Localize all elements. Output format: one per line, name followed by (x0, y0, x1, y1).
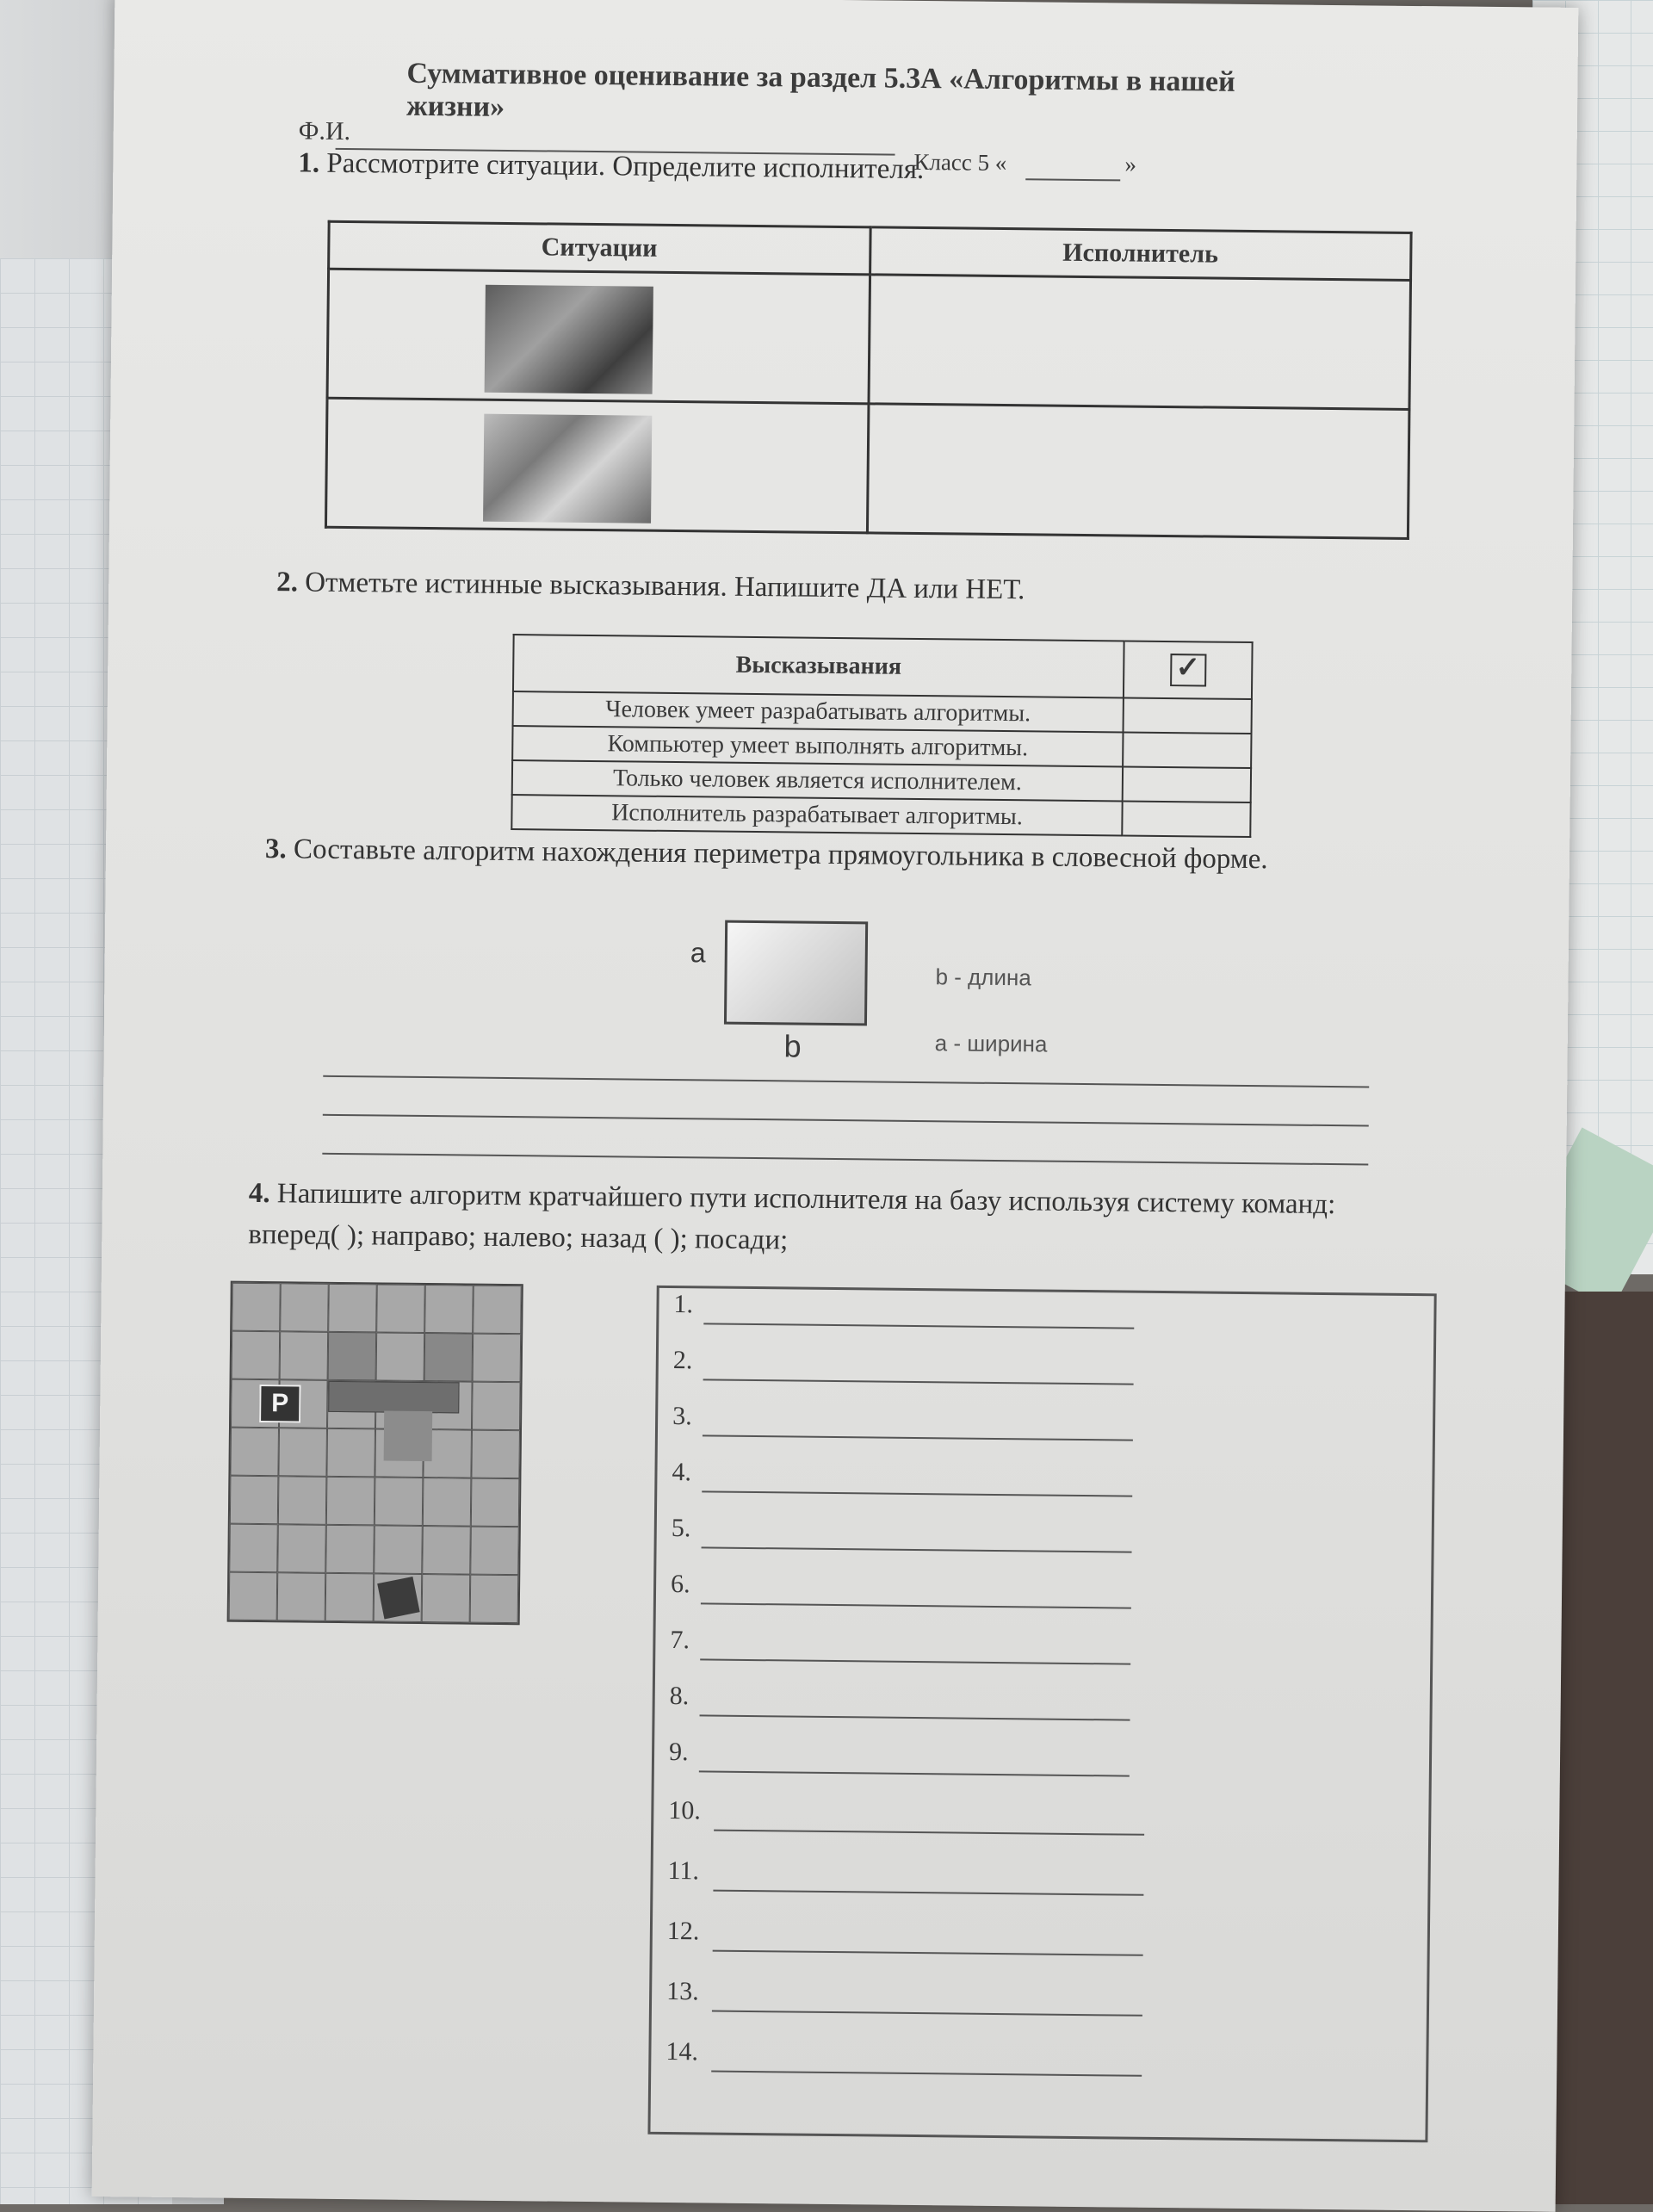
grid-cell (232, 1283, 281, 1332)
q3-heading (265, 833, 1268, 876)
performer-start-marker: P (259, 1385, 300, 1423)
statement-text: Компьютер умеет выполнять алгоритмы. (512, 726, 1123, 766)
step-number: 10. (668, 1796, 702, 1825)
q2-number: 2. (276, 567, 299, 598)
answer-cell[interactable] (1123, 732, 1251, 768)
legend-length: b - длина (935, 963, 1031, 991)
grid-cell (472, 1382, 521, 1431)
statement-text: Только человек является исполнителем. (512, 760, 1123, 801)
grid-cell (230, 1428, 279, 1477)
table-row (327, 269, 1411, 409)
q3-text: Составьте алгоритм нахождения периметра прямоугольника в словесной форме. (293, 833, 1268, 876)
grid-wall (384, 1411, 433, 1462)
class-field[interactable] (1025, 178, 1120, 181)
side-b-label: b (783, 1028, 802, 1064)
grid-cell (277, 1524, 326, 1573)
step-number: 3. (672, 1402, 692, 1431)
q1-header-performer: Исполнитель (870, 227, 1411, 281)
q3-answer-line[interactable] (323, 1114, 1369, 1127)
grid-cell (471, 1430, 520, 1479)
grid-cell (280, 1331, 329, 1380)
grid-cell (278, 1476, 327, 1525)
grid-cell (232, 1331, 281, 1380)
grid-cell (473, 1286, 522, 1335)
grid-cell (376, 1332, 425, 1381)
step-number: 12. (666, 1917, 700, 1946)
grid-cell (229, 1524, 278, 1573)
answer-cell[interactable] (1124, 697, 1252, 734)
step-number: 9. (668, 1738, 689, 1767)
grid-cell (424, 1285, 474, 1334)
q1-heading (298, 147, 924, 186)
grid-cell (422, 1526, 471, 1575)
table-row (325, 398, 1409, 538)
step-number: 4. (672, 1458, 692, 1487)
grid-cell (422, 1574, 471, 1623)
grid-cell (326, 1428, 375, 1478)
grid-cell (277, 1572, 326, 1621)
q1-text: Рассмотрите ситуации. Определите исполнителя. (326, 147, 925, 186)
grid-cell (328, 1284, 377, 1333)
rectangle-figure (724, 920, 868, 1026)
grid-cell (230, 1476, 279, 1525)
grid-cell (280, 1283, 329, 1332)
grid-cell (473, 1334, 522, 1383)
q2-header-statements: Высказывания (513, 635, 1124, 697)
grid-cell (423, 1478, 472, 1527)
q1-table (325, 220, 1413, 540)
answer-cell[interactable] (1122, 801, 1250, 837)
checkmark-icon: ✓ (1170, 654, 1206, 686)
step-number: 7. (670, 1626, 690, 1655)
q2-text: Отметьте истинные высказывания. Напишите ДА или НЕТ. (305, 567, 1025, 606)
step-number: 2. (672, 1346, 693, 1375)
grid-cell (470, 1527, 519, 1576)
situation-photo-child (483, 414, 652, 524)
step-number: 8. (669, 1682, 690, 1711)
legend-width: a - ширина (934, 1030, 1048, 1057)
q3-number: 3. (264, 833, 287, 865)
step-number: 11. (667, 1856, 700, 1886)
table-row (511, 795, 1250, 837)
q3-answer-line[interactable] (323, 1075, 1369, 1088)
grid-cell (229, 1572, 278, 1621)
grid-cell (470, 1575, 519, 1624)
step-number: 5. (671, 1514, 691, 1543)
q2-header-check (1124, 641, 1253, 699)
statement-text: Человек умеет разрабатывать алгоритмы. (513, 691, 1124, 732)
grid-cell (325, 1573, 375, 1622)
grid-cell (326, 1477, 375, 1526)
q1-header-situations: Ситуации (329, 221, 870, 275)
grid-cell (328, 1332, 377, 1381)
grid-cell (325, 1525, 375, 1574)
side-a-label: a (690, 937, 706, 969)
situation-cell (327, 269, 870, 404)
q4-number: 4. (248, 1177, 270, 1210)
class-label (913, 149, 1006, 177)
grid-cell (424, 1333, 474, 1382)
grid-cell (278, 1428, 327, 1477)
situation-photo-driver (485, 285, 653, 394)
grid-cell (374, 1525, 423, 1574)
q3-answer-line[interactable] (322, 1153, 1368, 1166)
q1-number: 1. (298, 147, 320, 179)
worksheet (92, 0, 1579, 2212)
grid-cell (375, 1477, 424, 1526)
grid-cell (376, 1284, 425, 1333)
situation-cell (325, 398, 868, 533)
q4-heading (249, 1178, 1336, 1221)
page-title: Суммативное оценивание за раздел 5.3А «Алгоритмы в нашей жизни» (406, 57, 1235, 123)
robot-grid (227, 1281, 523, 1626)
answer-cell[interactable] (1123, 766, 1251, 802)
q2-heading (276, 567, 1025, 606)
performer-answer-cell[interactable] (868, 275, 1410, 410)
step-number: 14. (666, 2037, 699, 2066)
grid-cell (471, 1478, 520, 1527)
base-target-icon (377, 1577, 419, 1619)
class-label-text: Класс 5 « (913, 148, 1007, 177)
q4-commands: вперед( ); направо; налево; назад ( ); посади; (248, 1218, 789, 1256)
step-number: 6. (670, 1570, 690, 1599)
step-number: 1. (673, 1290, 694, 1319)
q2-table (511, 634, 1253, 838)
grid-wall (328, 1381, 459, 1414)
step-number: 13. (666, 1977, 699, 2006)
performer-answer-cell[interactable] (867, 404, 1409, 539)
fio-label: Ф.И. (298, 116, 351, 146)
q4-text-line1: Напишите алгоритм кратчайшего пути исполнителя на базу используя систему команд: (276, 1178, 1336, 1221)
statement-text: Исполнитель разрабатывает алгоритмы. (511, 795, 1122, 835)
class-close-quote: » (1124, 151, 1137, 177)
